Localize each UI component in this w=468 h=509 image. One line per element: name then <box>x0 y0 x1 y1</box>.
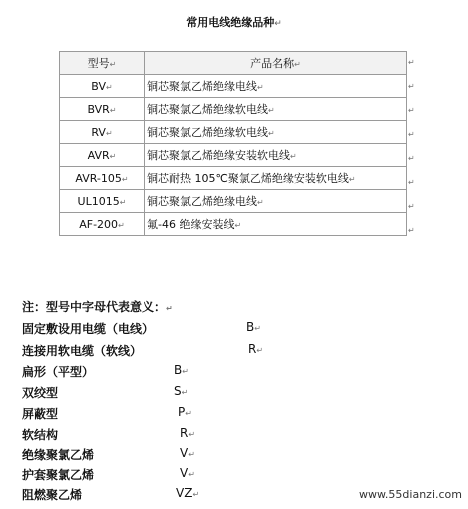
note-label: 扁形（平型） <box>22 365 95 379</box>
row-end-mark: ↵ <box>408 226 415 235</box>
table-header-row <box>60 52 407 75</box>
wire-type-table <box>59 51 407 236</box>
row-end-mark: ↵ <box>408 106 415 115</box>
model-cell: AVR-105↵ <box>60 167 145 190</box>
table-row <box>60 190 407 213</box>
note-item <box>22 342 322 359</box>
note-code: B↵ <box>174 363 189 377</box>
note-label: 屏蔽型 <box>22 407 59 421</box>
site-watermark: www.55dianzi.com <box>358 488 462 501</box>
note-code: R↵ <box>248 342 264 356</box>
product-name-cell: 铜芯耐热 105℃聚氯乙烯绝缘安装软电线↵ <box>145 167 407 190</box>
table-row <box>60 213 407 236</box>
row-end-mark: ↵ <box>408 130 415 139</box>
note-item <box>22 446 322 463</box>
note-label: 软结构 <box>22 428 59 442</box>
row-end-mark: ↵ <box>408 58 415 67</box>
page-title <box>0 14 468 30</box>
note-code: S↵ <box>174 384 189 398</box>
note-code: VZ↵ <box>176 486 200 500</box>
row-end-mark: ↵ <box>408 82 415 91</box>
title-text: 常用电线绝缘品种 <box>186 16 275 29</box>
note-code: V↵ <box>180 466 195 480</box>
note-label: 绝缘聚氯乙烯 <box>22 448 95 462</box>
note-item <box>22 363 322 380</box>
model-cell: BV↵ <box>60 75 145 98</box>
return-mark: ↵ <box>274 19 282 29</box>
product-name-cell: 铜芯聚氯乙烯绝缘软电线↵ <box>145 121 407 144</box>
header-product-name: 产品名称↵ <box>145 52 407 75</box>
table-row <box>60 75 407 98</box>
note-code: B↵ <box>246 320 261 334</box>
row-end-mark: ↵ <box>408 154 415 163</box>
product-name-cell: 铜芯聚氯乙烯绝缘软电线↵ <box>145 98 407 121</box>
note-label: 连接用软电缆（软线） <box>22 344 143 358</box>
product-name-cell: 铜芯聚氯乙烯绝缘安装软电线↵ <box>145 144 407 167</box>
header-model: 型号↵ <box>60 52 145 75</box>
table-row <box>60 121 407 144</box>
note-item <box>22 320 322 337</box>
note-item <box>22 466 322 483</box>
note-item <box>22 384 322 401</box>
row-end-mark: ↵ <box>408 202 415 211</box>
model-cell: AF-200↵ <box>60 213 145 236</box>
model-cell: BVR↵ <box>60 98 145 121</box>
note-code: V↵ <box>180 446 195 460</box>
notes-heading: 注：型号中字母代表意义：↵ <box>22 300 173 314</box>
note-item <box>22 426 322 443</box>
table-row <box>60 167 407 190</box>
table-row <box>60 98 407 121</box>
product-name-cell: 铜芯聚氯乙烯绝缘电线↵ <box>145 190 407 213</box>
note-code: R↵ <box>180 426 196 440</box>
product-name-cell: 氟-46 绝缘安装线↵ <box>145 213 407 236</box>
note-item <box>22 405 322 422</box>
model-cell: RV↵ <box>60 121 145 144</box>
note-code: P↵ <box>178 405 192 419</box>
note-label: 阻燃聚乙烯 <box>22 488 83 502</box>
table-row <box>60 144 407 167</box>
model-cell: UL1015↵ <box>60 190 145 213</box>
note-label: 护套聚氯乙烯 <box>22 468 95 482</box>
model-cell: AVR↵ <box>60 144 145 167</box>
product-name-cell: 铜芯聚氯乙烯绝缘电线↵ <box>145 75 407 98</box>
note-label: 双绞型 <box>22 386 59 400</box>
note-label: 固定敷设用电缆（电线） <box>22 322 155 336</box>
row-end-mark: ↵ <box>408 178 415 187</box>
note-item <box>22 486 322 503</box>
